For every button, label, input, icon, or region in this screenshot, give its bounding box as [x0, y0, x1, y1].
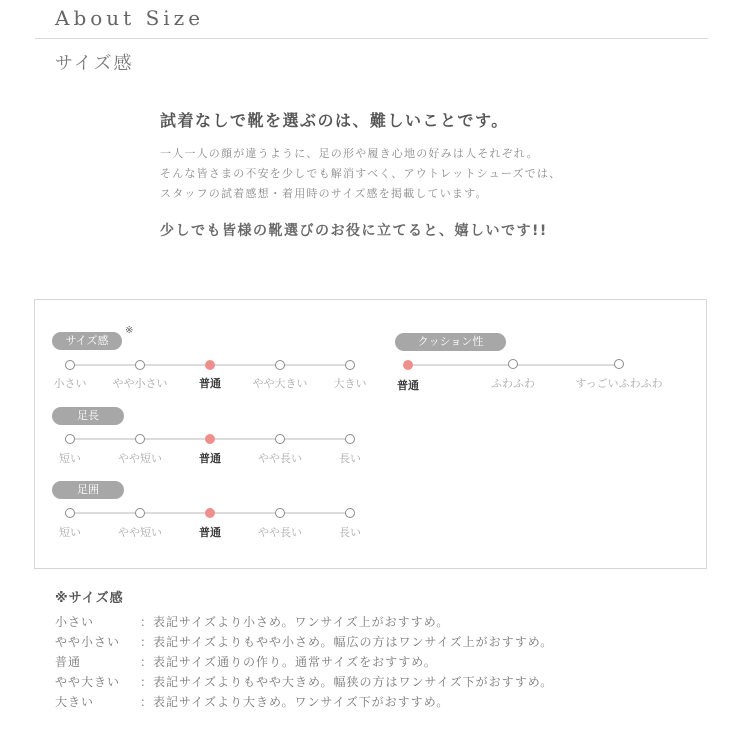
rating-dot: [508, 359, 518, 369]
rating-dot: [345, 360, 355, 370]
legend-desc: ：表記サイズよりもやや小さめ。幅広の方はワンサイズ上がおすすめ。: [140, 635, 554, 649]
rating-option-label: 短い: [59, 526, 81, 539]
legend-desc: ：表記サイズよりもやや大きめ。幅狭の方はワンサイズ下がおすすめ。: [140, 675, 554, 689]
rating-dot: [275, 434, 285, 444]
rating-option-label: ふわふわ: [491, 377, 535, 390]
rating-option-label: 小さい: [53, 377, 87, 390]
rating-option-label: 普通: [199, 452, 221, 465]
rating-option-label: やや小さい: [112, 377, 168, 390]
rating-dot: [135, 508, 145, 518]
rating-dot: [65, 434, 75, 444]
intro-line: スタッフの試着感想・着用時のサイズ感を掲載しています。: [160, 187, 488, 200]
legend-term: やや小さい: [55, 635, 121, 649]
legend-term: 小さい: [55, 615, 95, 629]
rating-option-label: 長い: [339, 452, 361, 465]
rating-option-label: やや長い: [258, 452, 302, 465]
rating-dot-selected: [205, 360, 215, 370]
rating-option-label: 普通: [397, 379, 419, 392]
page-title-en: About Size: [55, 6, 205, 30]
rating-option-label: やや長い: [258, 526, 302, 539]
rating-option-label: 長い: [339, 526, 361, 539]
legend-term: 大きい: [55, 695, 95, 709]
rating-dot: [135, 434, 145, 444]
intro-closing: 少しでも皆様の靴選びのお役に立てると、嬉しいです!!: [160, 223, 548, 239]
legend-desc: ：表記サイズ通りの作り。通常サイズをおすすめ。: [140, 655, 437, 669]
rating-option-label: やや短い: [118, 452, 162, 465]
rating-dot: [275, 360, 285, 370]
rating-label-cushion: クッション性: [395, 333, 506, 351]
note-mark: ※: [125, 325, 134, 336]
legend-desc: ：表記サイズより大きめ。ワンサイズ下がおすすめ。: [140, 695, 450, 709]
rating-dot: [345, 434, 355, 444]
rating-option-label: 短い: [59, 452, 81, 465]
rating-dot: [275, 508, 285, 518]
intro-line: そんな皆さまの不安を少しでも解消すべく、アウトレットシューズでは、: [160, 167, 562, 180]
rating-option-label: 普通: [199, 377, 221, 390]
rating-dot: [135, 360, 145, 370]
rating-dot-selected: [205, 434, 215, 444]
legend-heading: ※サイズ感: [55, 591, 124, 606]
rating-dot: [345, 508, 355, 518]
rating-option-label: 大きい: [333, 377, 367, 390]
rating-option-label: やや短い: [118, 526, 162, 539]
rating-option-label: 普通: [199, 526, 221, 539]
page-title-ja: サイズ感: [55, 53, 134, 74]
rating-dot-selected: [205, 508, 215, 518]
intro-line: 一人一人の顔が違うように、足の形や履き心地の好みは人それぞれ。: [160, 147, 539, 160]
rating-option-label: すっごいふわふわ: [575, 377, 663, 390]
rating-option-label: やや大きい: [252, 377, 308, 390]
legend-term: やや大きい: [55, 675, 121, 689]
rating-dot-selected: [403, 360, 413, 370]
legend-term: 普通: [55, 655, 82, 669]
intro-heading: 試着なしで靴を選ぶのは、難しいことです。: [160, 111, 509, 130]
rating-dot: [614, 359, 624, 369]
legend-desc: ：表記サイズより小さめ。ワンサイズ上がおすすめ。: [140, 615, 450, 629]
header-divider: [35, 38, 708, 39]
rating-label-size: サイズ感: [52, 332, 122, 350]
rating-dot: [65, 360, 75, 370]
rating-label-foot-width: 足囲: [52, 481, 124, 499]
rating-label-foot-length: 足長: [52, 407, 124, 425]
rating-dot: [65, 508, 75, 518]
